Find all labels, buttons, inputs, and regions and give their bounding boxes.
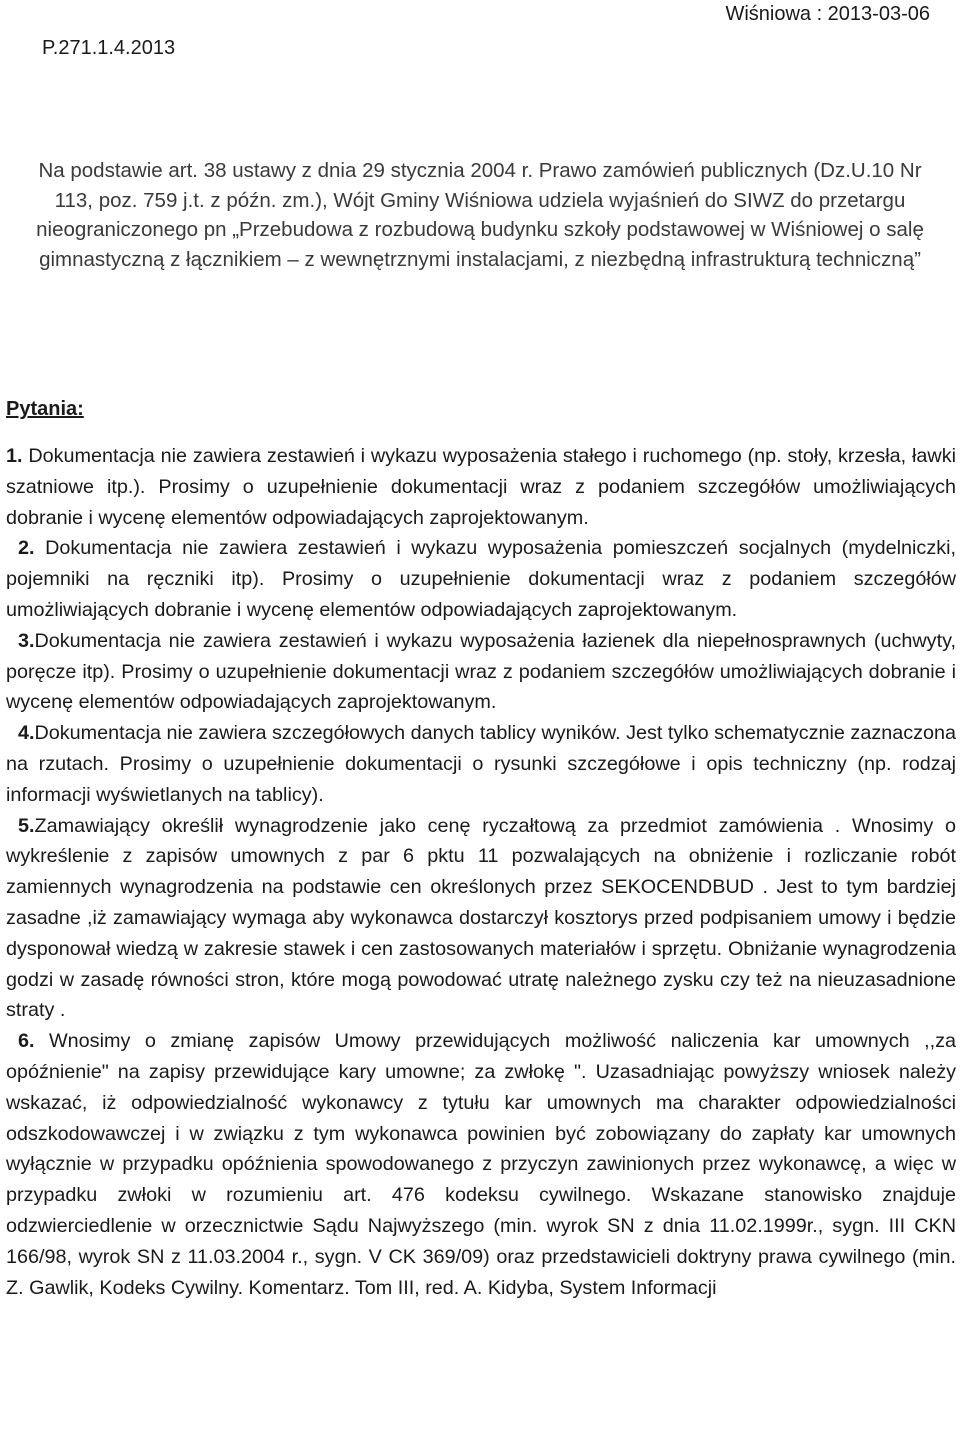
question-text: Dokumentacja nie zawiera zestawień i wykazu wyposażenia stałego i ruchomego (np. stoły, krzesła, ławki szatniowe itp.). Prosimy o uzupełnienie dokumentacji wraz z podaniem szczegółów umożliwiających dobranie i wycenę elementów odpowiadających zaprojektowanym. — [6, 445, 956, 529]
question-item — [6, 811, 956, 1027]
question-number: 4. — [18, 722, 35, 745]
question-text: Wnosimy o zmianę zapisów Umowy przewidujących możliwość naliczenia kar umownych ,,za opóźnienie" na zapisy przewidujące kary umowne; za zwłokę ". Uzasadniając powyższy wniosek należy wskazać, iż odpowiedzialność wykonawcy z tytułu kar umownych ma charakter odpowiedzialności odszkodowawczej i w związku z tym wykonawca powinien być zobowiązany do zapłaty kar umownych wyłącznie w przypadku opóźnienia spowodowanego z przyczyn zawinionych przez wykonawcę, a więc w przypadku zwłoki w rozumieniu art. 476 kodeksu cywilnego. Wskazane stanowisko znajduje odzwierciedlenie w orzecznictwie Sądu Najwyższego (min. wyrok SN z dnia 11.02.1999r., sygn. III CKN 166/98, wyrok SN z 11.03.2004 r., sygn. V CK 369/09) oraz przedstawicieli doktryny prawa cywilnego (min. Z. Gawlik, Kodeks Cywilny. Komentarz. Tom III, red. A. Kidyba, System Informacji — [6, 1030, 956, 1299]
question-number: 6. — [18, 1030, 35, 1053]
question-text: Dokumentacja nie zawiera szczegółowych danych tablicy wyników. Jest tylko schematycznie zaznaczona na rzutach. Prosimy o uzupełnienie dokumentacji o rysunki szczegółowe i opis techniczny (np. rodzaj informacji wyświetlanych na tablicy). — [6, 722, 956, 806]
question-number: 2. — [18, 537, 35, 560]
document-date: Wiśniowa : 2013-03-06 — [725, 3, 930, 25]
question-item — [6, 1026, 956, 1303]
intro-paragraph: Na podstawie art. 38 ustawy z dnia 29 stycznia 2004 r. Prawo zamówień publicznych (Dz.U.10 Nr 113, poz. 759 j.t. z późn. zm.), Wójt Gminy Wiśniowa udziela wyjaśnień do SIWZ do przetargu nieograniczonego pn „Przebudowa z rozbudową budynku szkoły podstawowej w Wiśniowej o salę gimnastyczną z łącznikiem – z wewnętrznymi instalacjami, z niezbędną infrastrukturą techniczną” — [36, 159, 924, 271]
question-item — [6, 718, 956, 810]
document-reference: P.271.1.4.2013 — [42, 37, 176, 59]
question-item — [6, 441, 956, 533]
question-text: Dokumentacja nie zawiera zestawień i wykazu wyposażenia łazienek dla niepełnosprawnych (uchwyty, poręcze itp). Prosimy o uzupełnienie dokumentacji wraz z podaniem szczegółów umożliwiających dobranie i wycenę elementów odpowiadających zaprojektowanym. — [6, 629, 956, 714]
question-number: 5. — [18, 814, 35, 837]
question-number: 1. — [6, 445, 23, 467]
question-item — [6, 533, 956, 625]
question-text: Zamawiający określił wynagrodzenie jako cenę ryczałtową za przedmiot zamówienia . Wnosimy o wykreślenie z zapisów umownych z par 6 pktu 11 pozwalających na obniżenie i rozliczanie robót zamiennych wynagrodzenia na podstawie cen określonych przez SEKOCENDBUD . Jest to tym bardziej zasadne ,iż zamawiający wymaga aby wykonawca dostarczył kosztorys przed podpisaniem umowy i będzie dysponował wiedzą w zakresie stawek i cen zastosowanych materiałów i sprzętu. Obniżanie wynagrodzenia godzi w zasadę równości stron, które mogą powodować utratę należnego zysku czy też na nieuzasadnione straty . — [6, 814, 956, 1022]
question-number: 3. — [18, 629, 35, 652]
question-text: Dokumentacja nie zawiera zestawień i wykazu wyposażenia pomieszczeń socjalnych (mydelniczki, pojemniki na ręczniki itp). Prosimy o uzupełnienie dokumentacji wraz z podaniem szczegółów umożliwiających dobranie i wycenę elementów odpowiadających zaprojektowanym. — [6, 537, 956, 621]
question-item — [6, 626, 956, 718]
questions-list — [6, 441, 956, 1303]
questions-heading: Pytania: — [6, 398, 84, 420]
